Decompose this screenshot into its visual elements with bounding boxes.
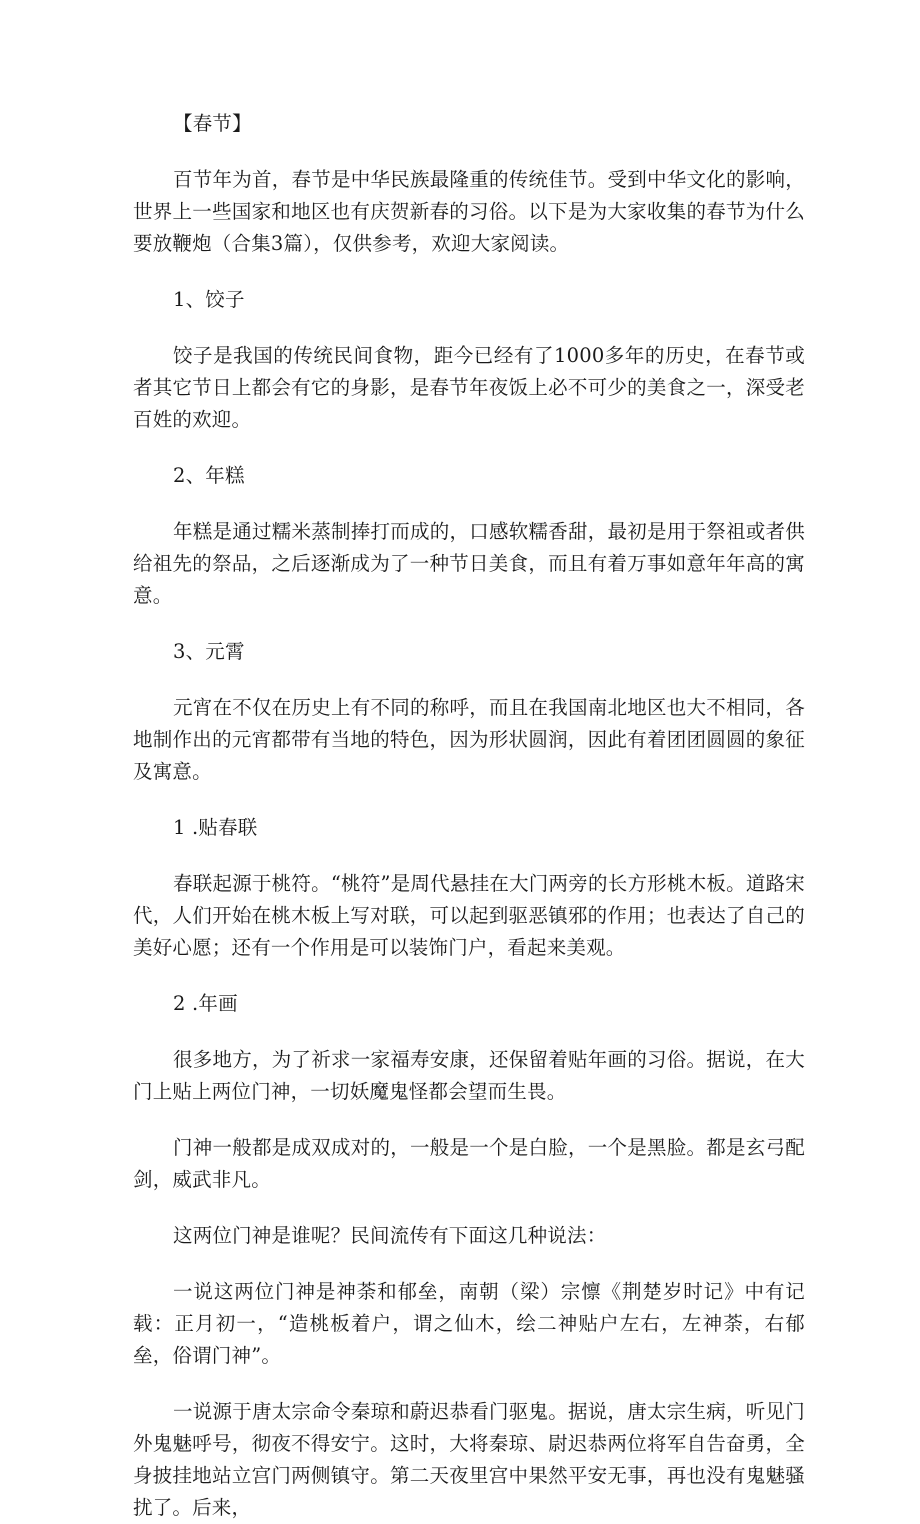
heading-new-year-paintings: 2 .年画 <box>173 992 238 1015</box>
paragraph-door-gods-qinqiong: 一说源于唐太宗命令秦琼和蔚迟恭看门驱鬼。据说，唐太宗生病，听见门外鬼魅呼号，彻夜不得安宁。这时，大将秦琼、尉迟恭两位将军自告奋勇，全身披挂地站立宫门两侧镇守。第二天夜里宫中果然平安无事，再也没有鬼魅骚扰了。后来， <box>133 1400 805 1519</box>
paragraph-spring-couplets: 春联起源于桃符。“桃符”是周代悬挂在大门两旁的长方形桃木板。道路宋代，人们开始在桃木板上写对联，可以起到驱恶镇邪的作用；也表达了自己的美好心愿；还有一个作用是可以装饰门户，看起来美观。 <box>133 872 805 959</box>
heading-dumplings: 1、饺子 <box>173 288 245 311</box>
paragraph-yuanxiao: 元宵在不仅在历史上有不同的称呼，而且在我国南北地区也大不相同，各地制作出的元宵都带有当地的特色，因为形状圆润，因此有着团团圆圆的象征及寓意。 <box>133 696 805 783</box>
paragraph-new-year-paintings: 很多地方，为了祈求一家福寿安康，还保留着贴年画的习俗。据说，在大门上贴上两位门神，一切妖魔鬼怪都会望而生畏。 <box>133 1048 805 1103</box>
paragraph-intro: 百节年为首，春节是中华民族最隆重的传统佳节。受到中华文化的影响，世界上一些国家和地区也有庆贺新春的习俗。以下是为大家收集的春节为什么要放鞭炮（合集3篇），仅供参考，欢迎大家阅读。 <box>133 168 805 255</box>
paragraph-door-gods-question: 这两位门神是谁呢？民间流传有下面这几种说法： <box>173 1224 607 1247</box>
paragraph-door-gods-shentu: 一说这两位门神是神荼和郁垒，南朝（梁）宗懔《荆楚岁时记》中有记载：正月初一，“造桃板着户，谓之仙木，绘二神贴户左右，左神荼，右郁垒，俗谓门神”。 <box>133 1280 805 1367</box>
document-title: 【春节】 <box>173 112 252 135</box>
paragraph-rice-cake: 年糕是通过糯米蒸制捧打而成的，口感软糯香甜，最初是用于祭祖或者供给祖先的祭品，之后逐渐成为了一种节日美食，而且有着万事如意年年高的寓意。 <box>133 520 805 607</box>
heading-yuanxiao: 3、元霄 <box>173 640 245 663</box>
paragraph-door-gods-pair: 门神一般都是成双成对的，一般是一个是白脸，一个是黑脸。都是玄弓配剑，威武非凡。 <box>133 1136 805 1191</box>
heading-spring-couplets: 1 .贴春联 <box>173 816 258 839</box>
paragraph-dumplings: 饺子是我国的传统民间食物，距今已经有了1000多年的历史，在春节或者其它节日上都会有它的身影，是春节年夜饭上必不可少的美食之一，深受老百姓的欢迎。 <box>133 344 805 431</box>
heading-rice-cake: 2、年糕 <box>173 464 245 487</box>
